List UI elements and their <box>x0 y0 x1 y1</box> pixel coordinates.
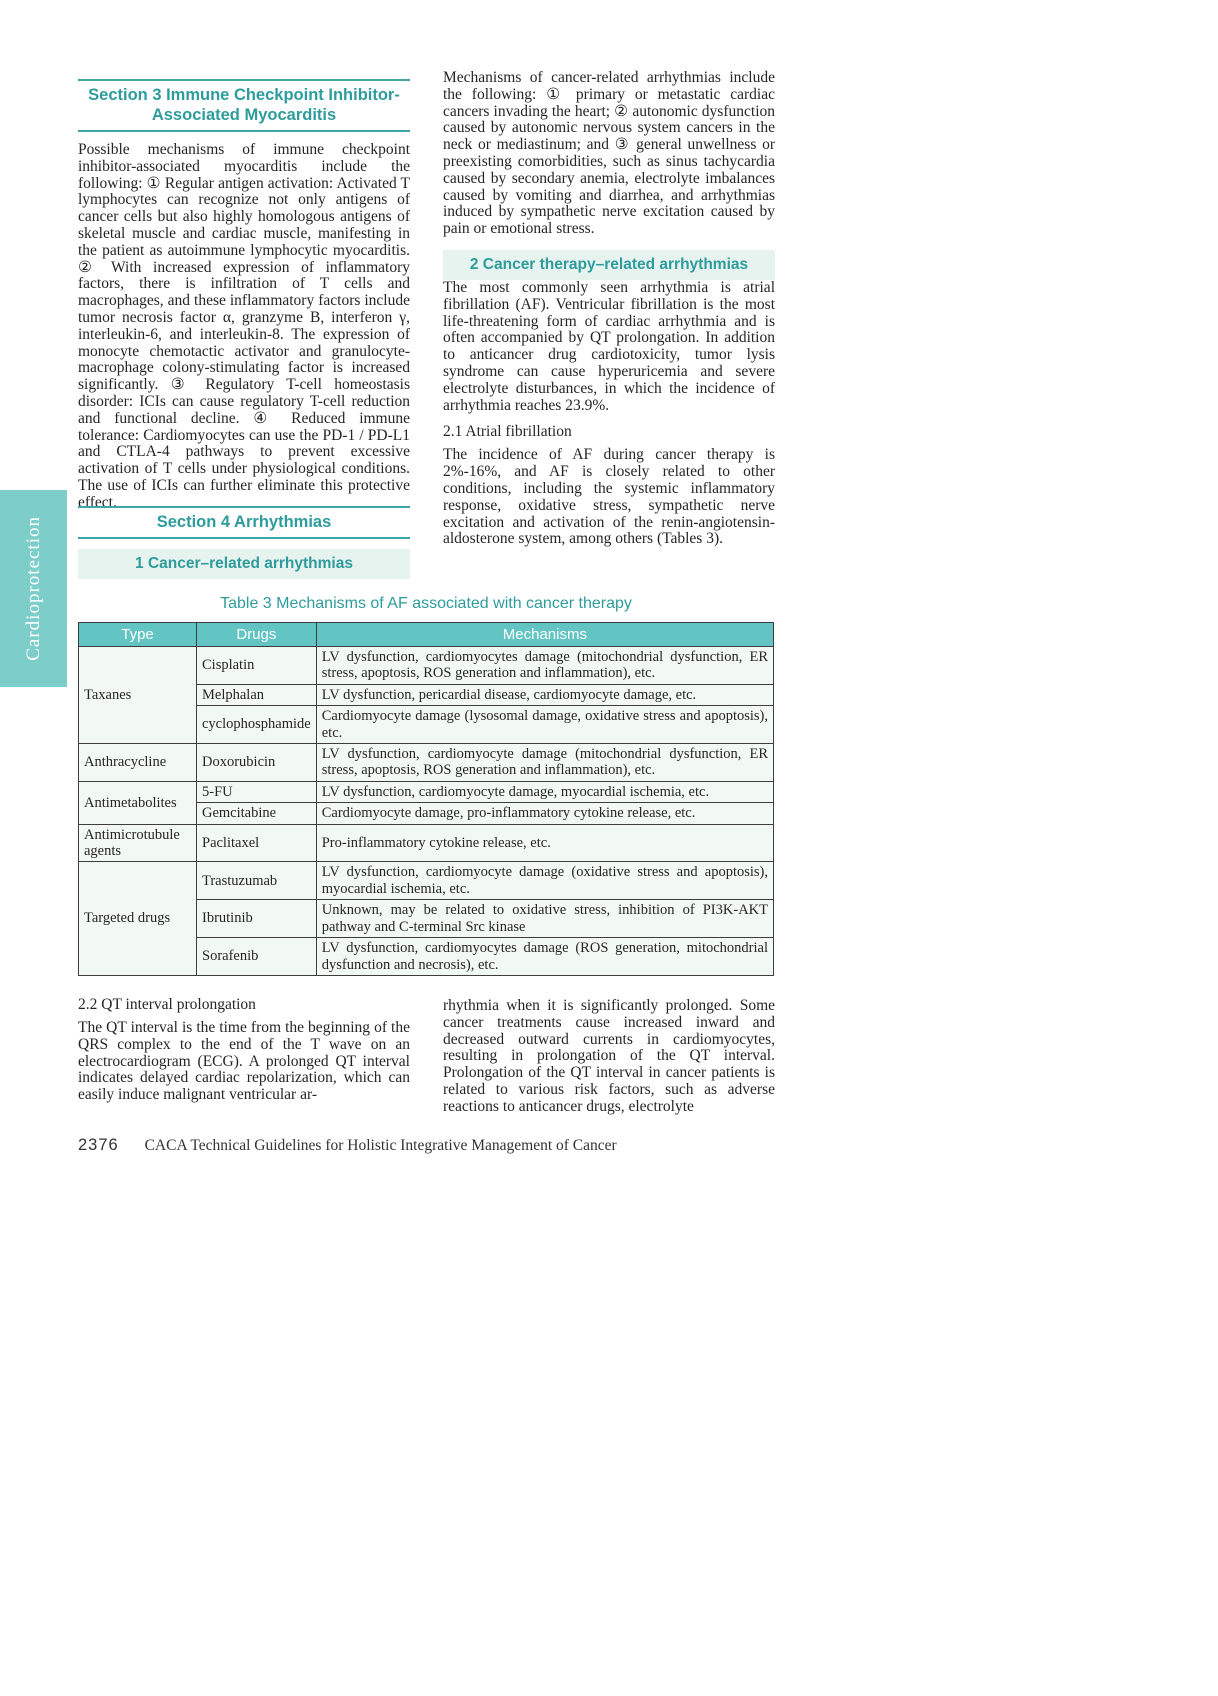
subsection1-heading: 1 Cancer–related arrhythmias <box>78 549 410 579</box>
drug-cell: Cisplatin <box>197 647 317 685</box>
drug-cell: Gemcitabine <box>197 803 317 824</box>
cancer-related-paragraph: Mechanisms of cancer-related arrhythmias include the following: ① primary or metastatic cardiac cancers invading the heart; ② autonomic dysfunction caused by autonomic nervous system cancers in the neck or mediastinum; and ③ general unwellness or preexisting comorbidities, such as sinus tachycardia caused by secondary anemia, electrolyte imbalances caused by vomiting and diarrhea, and arrhythmias induced by sympathetic nerve excitation caused by pain or emotional stress. <box>443 69 775 238</box>
table-row <box>79 647 774 685</box>
table3-header-drugs: Drugs <box>197 623 317 647</box>
table-row <box>79 781 774 802</box>
table-row <box>79 744 774 782</box>
table3-title: Table 3 Mechanisms of AF associated with cancer therapy <box>220 595 632 612</box>
left-column-lower <box>78 996 410 1104</box>
drug-cell: Ibrutinib <box>197 900 317 938</box>
table3 <box>78 622 774 976</box>
drug-cell: Sorafenib <box>197 938 317 976</box>
mechanism-cell: LV dysfunction, cardiomyocyte damage, myocardial ischemia, etc. <box>316 781 773 802</box>
type-cell: Antimicrotubule agents <box>79 824 197 862</box>
qt-interval-paragraph-left: The QT interval is the time from the beginning of the QRS complex to the end of the T wave on an electrocardiogram (ECG). A prolonged QT interval indicates delayed cardiac repolarization, which can easily induce malignant ventricular ar- <box>78 1019 410 1104</box>
page-number: 2376 <box>78 1136 119 1154</box>
mechanism-cell: Unknown, may be related to oxidative stress, inhibition of PI3K-AKT pathway and C-terminal Src kinase <box>316 900 773 938</box>
page-footer <box>78 1136 617 1155</box>
drug-cell: Doxorubicin <box>197 744 317 782</box>
mechanism-cell: LV dysfunction, pericardial disease, cardiomyocyte damage, etc. <box>316 684 773 705</box>
table-row <box>79 824 774 862</box>
section3-paragraph: Possible mechanisms of immune checkpoint inhibitor-associated myocarditis include the following: ① Regular antigen activation: Activated T lymphocytes can recognize not only antigens of cancer cells but also highly homologous antigens of skeletal muscle and cardiac muscle, manifesting in the patient as autoimmune lymphocytic myocarditis. ② With increased expression of inflammatory factors, there is infiltration of T cells and macrophages, and these inflammatory factors include tumor necrosis factor α, granzyme B, interferon γ, interleukin-6, and interleukin-8. The expression of monocyte chemotactic activator and granulocyte-macrophage colony-stimulating factor is increased significantly. ③ Regulatory T-cell homeostasis disorder: ICIs can cause regulatory T-cell reduction and functional decline. ④ Reduced immune tolerance: Cardiomyocytes can use the PD-1 / PD-L1 and CTLA-4 pathways to prevent excessive activation of T cells under physiological conditions. The use of ICIs can further eliminate this protective effect. <box>78 141 410 511</box>
drug-cell: cyclophosphamide <box>197 706 317 744</box>
subsection2-heading: 2 Cancer therapy–related arrhythmias <box>443 250 775 280</box>
section3-heading-line1: Section 3 Immune Checkpoint Inhibitor- <box>88 86 400 104</box>
left-column-upper <box>78 79 410 512</box>
mechanism-cell: LV dysfunction, cardiomyocytes damage (mitochondrial dysfunction, ER stress, apoptosis, ROS generation and inflammation), etc. <box>316 647 773 685</box>
mechanism-cell: LV dysfunction, cardiomyocytes damage (ROS generation, mitochondrial dysfunction and necrosis), etc. <box>316 938 773 976</box>
subsection22-heading: 2.2 QT interval prolongation <box>78 996 256 1013</box>
sidebar-tab-cardioprotection <box>0 490 67 687</box>
therapy-related-paragraph: The most commonly seen arrhythmia is atrial fibrillation (AF). Ventricular fibrillation is the most life-threatening form of cardiac arrhythmia and is often accompanied by QT prolongation. In addition to anticancer drug cardiotoxicity, tumor lysis syndrome can cause hyperuricemia and severe electrolyte disturbances, in which the incidence of arrhythmia reaches 23.9%. <box>443 278 775 414</box>
type-cell: Targeted drugs <box>79 862 197 975</box>
type-cell: Taxanes <box>79 647 197 744</box>
table3-header-type: Type <box>79 623 197 647</box>
table-row <box>79 862 774 900</box>
table3-header-row <box>79 623 774 647</box>
subsection21-heading: 2.1 Atrial fibrillation <box>443 423 572 441</box>
right-column-lower <box>443 998 775 1116</box>
section3-heading <box>78 79 410 132</box>
type-cell: Anthracycline <box>79 744 197 782</box>
type-cell: Antimetabolites <box>79 781 197 824</box>
section3-heading-line2: Associated Myocarditis <box>151 106 337 124</box>
drug-cell: Paclitaxel <box>197 824 317 862</box>
right-column-upper <box>443 70 775 548</box>
atrial-fibrillation-paragraph: The incidence of AF during cancer therapy is 2%-16%, and AF is closely related to other conditions, including the systemic inflammatory response, oxidative stress, sympathetic nerve excitation and activation of the renin-angiotensin-aldosterone system, among others (Tables 3). <box>443 446 775 548</box>
mechanism-cell: LV dysfunction, cardiomyocyte damage (oxidative stress and apoptosis), myocardial ischemia, etc. <box>316 862 773 900</box>
running-title: CACA Technical Guidelines for Holistic Integrative Management of Cancer <box>144 1137 617 1154</box>
drug-cell: Melphalan <box>197 684 317 705</box>
drug-cell: 5-FU <box>197 781 317 802</box>
sidebar-tab-label: Cardioprotection <box>22 516 44 661</box>
mechanism-cell: Cardiomyocyte damage (lysosomal damage, oxidative stress and apoptosis), etc. <box>316 706 773 744</box>
qt-interval-paragraph-right: rhythmia when it is significantly prolonged. Some cancer treatments cause increased inward and decreased outward currents in cardiomyocytes, resulting in prolongation of the QT interval. Prolongation of the QT interval in cancer patients is related to various risk factors, such as adverse reactions to anticancer drugs, electrolyte <box>443 997 775 1115</box>
section4-heading: Section 4 Arrhythmias <box>78 506 410 539</box>
mechanism-cell: LV dysfunction, cardiomyocyte damage (mitochondrial dysfunction, ER stress, apoptosis, ROS generation and inflammation), etc. <box>316 744 773 782</box>
table3-block <box>78 595 774 976</box>
mechanism-cell: Cardiomyocyte damage, pro-inflammatory cytokine release, etc. <box>316 803 773 824</box>
mechanism-cell: Pro-inflammatory cytokine release, etc. <box>316 824 773 862</box>
table3-header-mechanisms: Mechanisms <box>316 623 773 647</box>
drug-cell: Trastuzumab <box>197 862 317 900</box>
